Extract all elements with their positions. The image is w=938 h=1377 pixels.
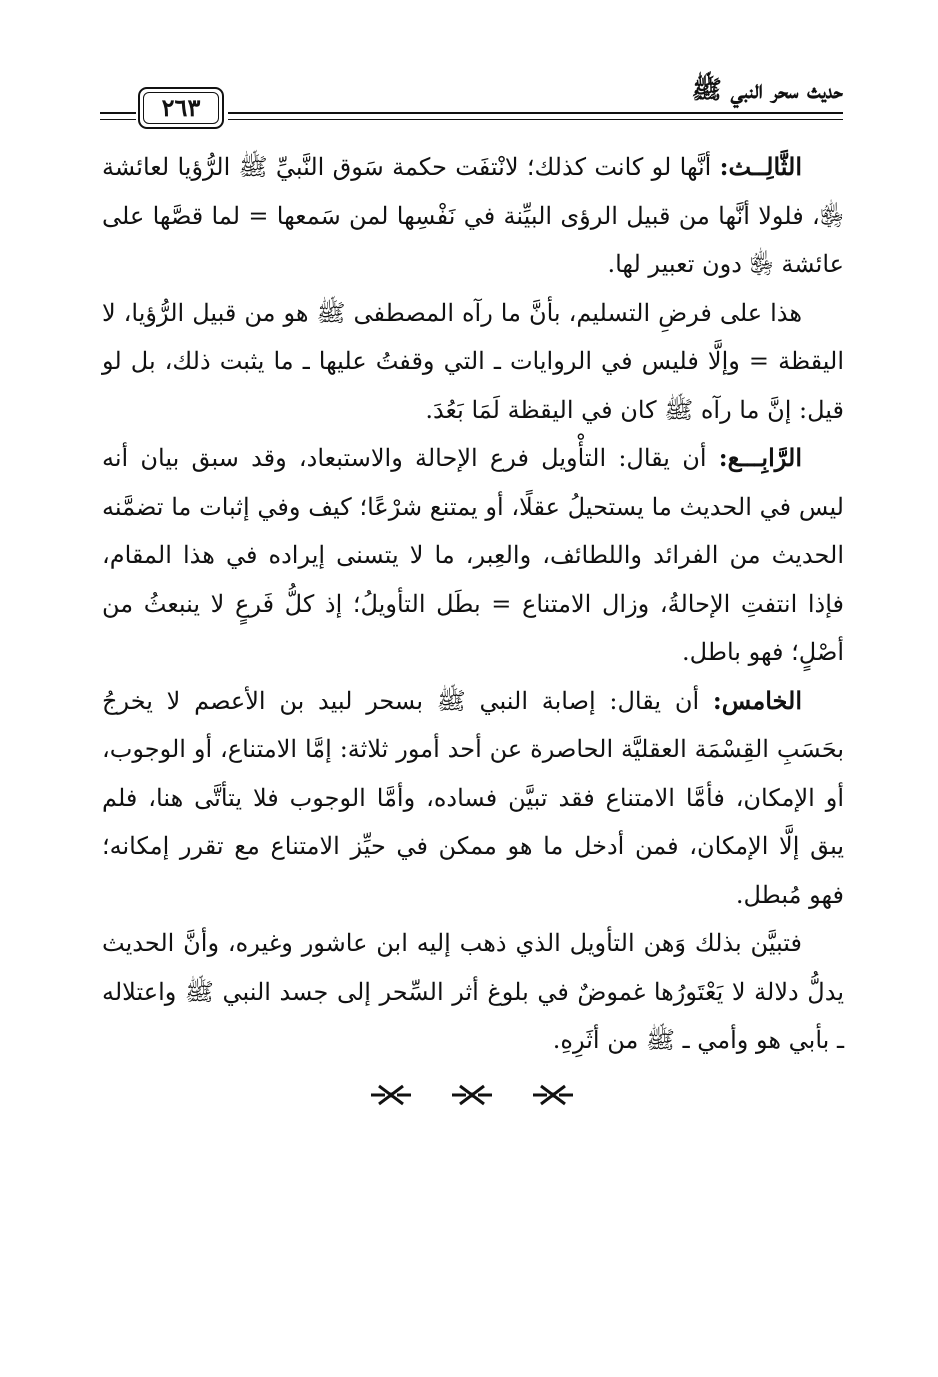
ornament-star-icon xyxy=(531,1082,575,1108)
header-rule xyxy=(228,112,843,120)
page-number-frame xyxy=(138,87,224,129)
paragraph-heading: الرَّابِـــع: xyxy=(718,443,802,472)
paragraph-concession xyxy=(102,289,844,435)
paragraph-heading: الثَّالِــث: xyxy=(719,152,802,181)
section-separator xyxy=(369,1080,575,1110)
ornament-star-icon xyxy=(450,1082,494,1108)
running-title: حديث سحر النبي ﷺ xyxy=(691,75,843,104)
paragraph-body: هذا على فرضِ التسليم، بأنَّ ما رآه المصطفى ﷺ هو من قبيل الرُّؤيا، لا اليقظة = وإلَّا فليس في الروايات ـ التي وقفتُ عليها ـ ما يثبت ذلك، بل لو قيل: إنَّ ما رآه ﷺ كان في اليقظة لَمَا بَعُدَ. xyxy=(102,298,844,424)
paragraph-body: أنَّها لو كانت كذلك؛ لانْتفَت حكمة سَوق النَّبيِّ ﷺ الرُّؤيا لعائشة ﵂، فلولا أنَّها من قبيل الرؤى البيِّنة في نَفْسِها لمن سَمعها = لما قصَّها على عائشة ﵂ دون تعبير لها. xyxy=(102,153,844,278)
paragraph-fifth-point xyxy=(102,677,844,920)
paragraph-fourth-point xyxy=(102,434,844,677)
paragraph-body: فتبيَّن بذلك وَهن التأويل الذي ذهب إليه ابن عاشور وغيره، وأنَّ الحديث يدلُّ دلالة لا يَعْتَورُها غموضٌ في بلوغ أثر السِّحر إلى جسد النبي ﷺ واعتلاله ـ بأبي هو وأمي ـ ﷺ من أثَرِهِ. xyxy=(102,929,844,1054)
paragraph-body: أن يقال: التأْويل فرع الإحالة والاستبعاد، وقد سبق بيان أنه ليس في الحديث ما يستحيلُ عقلًا، أو يمتنع شرْعًا؛ كيف وفي إثبات ما تضمَّنه الحديث من الفرائد واللطائف، والعِبر، ما لا يتسنى إيراده في هذا المقام، فإذا انتفتِ الإحالةُ، وزال الامتناع = بطَل التأويلُ؛ إذ كلُّ فَرعٍ لا ينبعثُ من أصْلٍ؛ فهو باطل. xyxy=(102,444,844,666)
paragraph-heading: الخامس: xyxy=(712,685,802,715)
paragraph-body: أن يقال: إصابة النبي ﷺ بسحر لبيد بن الأعصم لا يخرجُ بحَسَبِ القِسْمَة العقليَّة الحاصرة عن أحد أمور ثلاثة: إمَّا الامتناع، أو الوجوب، أو الإمكان، فأمَّا الامتناع فقد تبيَّن فساده، وأمَّا الوجوب فلا يتأتَّى هنا، فلم يبق إلَّا الإمكان، فمن أدخل ما هو ممكن في حيِّز الامتناع مع تقرر إمكانه؛ فهو مُبطل. xyxy=(102,686,845,909)
paragraph-third-point xyxy=(102,143,844,289)
ornament-star-icon xyxy=(369,1082,413,1108)
main-text xyxy=(102,143,844,1065)
paragraph-conclusion xyxy=(102,919,844,1065)
header-rule-short xyxy=(100,112,136,120)
page-number: ٢٦٣ xyxy=(143,92,219,124)
